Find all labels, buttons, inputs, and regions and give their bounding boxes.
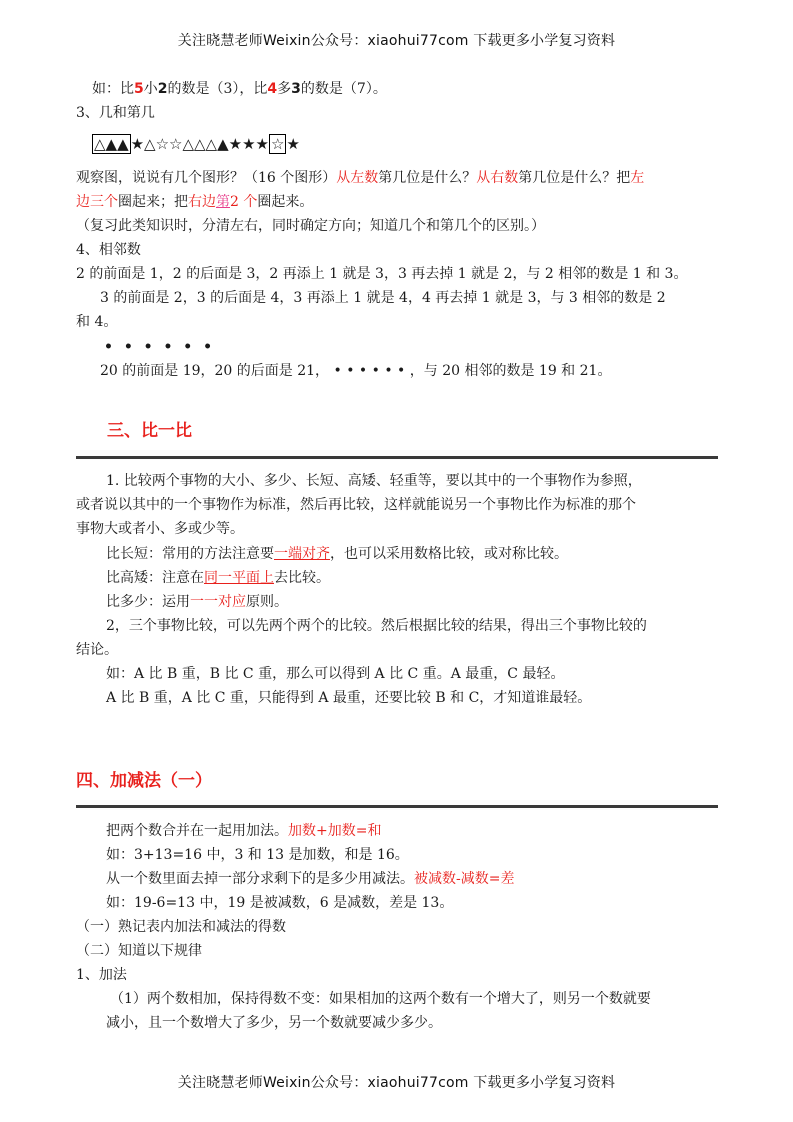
adjacent-line-20: 20 的前面是 19，20 的后面是 21， • • • • • • ，与 20 相邻的数是 19 和 21。 <box>100 363 612 379</box>
text: 比长短：常用的方法注意要 <box>106 546 274 562</box>
text: 多 <box>277 81 292 97</box>
text: 第几位是什么？ <box>378 170 477 186</box>
subtraction-example: 如：19-6=13 中，19 是被减数，6 是减数，差是 13。 <box>106 895 454 911</box>
page-footer: 关注晓慧老师Weixin公众号：xiaohui77com 下载更多小学复习资料 <box>177 1075 616 1091</box>
text: 圈起来；把 <box>118 194 188 210</box>
example-line <box>92 79 732 99</box>
highlight-text: 左 <box>630 170 645 186</box>
subtraction-definition <box>106 869 746 889</box>
underlined-highlight: 同一平面上 <box>204 570 274 586</box>
text: 原则。 <box>246 594 288 610</box>
number: 3 <box>291 81 301 97</box>
boxed-shape-right: ☆ <box>270 135 285 153</box>
section-heading-compare: 三、比一比 <box>107 421 192 441</box>
subheading-addition: 1、加法 <box>76 967 127 983</box>
addition-example: 如：3+13=16 中，3 和 13 是加数，和是 16。 <box>106 847 409 863</box>
adjacent-line-3: 和 4。 <box>76 314 118 330</box>
text: ，也可以采用数格比较，或对称比较。 <box>330 546 568 562</box>
number: 2 <box>157 81 168 97</box>
underlined-text: 第 <box>216 194 230 210</box>
text: 的数是（3），比 <box>167 81 268 97</box>
section-heading-addsub: 四、加减法（一） <box>76 771 212 791</box>
compare-para-2: 或者说以其中的一个事物作为标准，然后再比较，这样就能说另一个事物比作为标准的那个 <box>76 497 636 513</box>
text: 观察图，说说有几个图形？（16 个图形） <box>76 170 337 186</box>
compare-example-1: 如：A 比 B 重，B 比 C 重，那么可以得到 A 比 C 重。A 最重，C 最轻。 <box>106 666 565 682</box>
compare-height <box>106 568 746 588</box>
text: 从一个数里面去掉一部分求剩下的是多少用减法。 <box>106 871 414 887</box>
list-item-2: （二）知道以下规律 <box>76 943 202 959</box>
section-divider <box>76 805 718 808</box>
subheading-position: 3、几和第几 <box>76 105 155 121</box>
compare-quantity <box>106 592 746 612</box>
shape-sequence <box>92 134 300 156</box>
adjacent-line-2: 3 的前面是 2，3 的后面是 4，3 再添上 1 就是 4，4 再去掉 1 就是 3，与 3 相邻的数是 2 <box>100 290 666 306</box>
shape-tail: ★ <box>286 135 300 153</box>
compare-para-3: 事物大或者小、多或少等。 <box>76 521 244 537</box>
rule-para-2: 减小，且一个数增大了多少，另一个数就要减少多少。 <box>106 1015 442 1031</box>
highlight-text: 一一对应 <box>190 594 246 610</box>
page-header: 关注晓慧老师Weixin公众号：xiaohui77com 下载更多小学复习资料 <box>177 33 616 49</box>
highlight-text: 从左数 <box>336 170 379 186</box>
highlight-number: 4 <box>267 81 278 97</box>
rule-para-1: （1）两个数相加，保持得数不变：如果相加的这两个数有一个增大了，则另一个数就要 <box>110 991 651 1007</box>
review-note: （复习此类知识时，分清左右，同时确定方向；知道几个和第几个的区别。） <box>76 218 545 234</box>
text: 的数是（7）。 <box>300 81 387 97</box>
section-divider <box>76 456 718 459</box>
compare-para-1: 1. 比较两个事物的大小、多少、长短、高矮、轻重等，要以其中的一个事物作为参照， <box>106 473 642 489</box>
text: 小 <box>143 81 158 97</box>
text: 把两个数合并在一起用加法。 <box>106 823 288 839</box>
observe-line-2 <box>76 192 716 212</box>
compare-example-2: A 比 B 重，A 比 C 重，只能得到 A 最重，还要比较 B 和 C，才知道谁最轻。 <box>106 690 592 706</box>
ellipsis-dots: • • • • • • <box>104 339 216 355</box>
boxed-shapes-left: △▲▲ <box>94 135 129 153</box>
subheading-adjacent: 4、相邻数 <box>76 242 141 258</box>
text: 第几位是什么？把 <box>518 170 631 186</box>
text: 比高矮：注意在 <box>106 570 204 586</box>
highlight-text: 右边 <box>188 194 216 210</box>
underlined-highlight: 一端对齐 <box>274 546 330 562</box>
text: 如：比 <box>92 81 134 97</box>
adjacent-line-1: 2 的前面是 1，2 的后面是 3，2 再添上 1 就是 3，3 再去掉 1 就是 2，与 2 相邻的数是 1 和 3。 <box>76 266 688 282</box>
highlight-text: 从右数 <box>476 170 519 186</box>
observe-line <box>76 168 716 188</box>
text: 圈起来。 <box>257 194 314 210</box>
list-item-1: （一）熟记表内加法和减法的得数 <box>76 919 286 935</box>
highlight-text: 2 个 <box>230 194 258 210</box>
addition-definition <box>106 821 746 841</box>
compare-length <box>106 544 746 564</box>
highlight-text: 边三个 <box>76 194 118 210</box>
shape-run: ★△☆☆△△△▲★★★ <box>130 135 269 153</box>
formula: 被减数-减数=差 <box>414 871 515 887</box>
formula: 加数+加数=和 <box>288 823 382 839</box>
highlight-number: 5 <box>134 81 144 97</box>
text: 比多少：运用 <box>106 594 190 610</box>
compare-three-1: 2，三个事物比较，可以先两个两个的比较。然后根据比较的结果，得出三个事物比较的 <box>106 618 647 634</box>
compare-three-2: 结论。 <box>76 642 118 658</box>
text: 去比较。 <box>274 570 330 586</box>
